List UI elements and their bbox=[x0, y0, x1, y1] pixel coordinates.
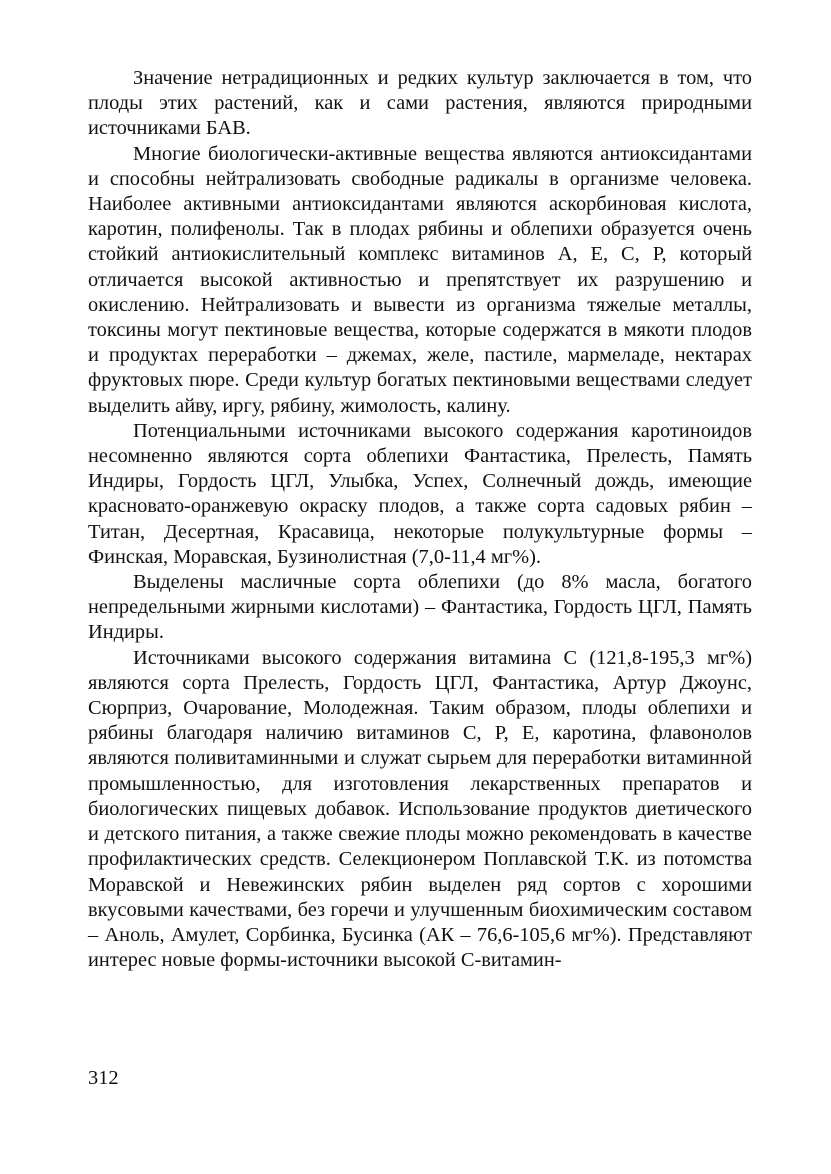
body-text bbox=[88, 66, 752, 973]
paragraph-carotenoids: Потенциальными источниками высокого содержания каротиноидов несомненно являются сорта облепихи Фантастика, Прелесть, Память Индиры, Гордость ЦГЛ, Улыбка, Успех, Солнечный дождь, имеющие красновато-оранжевую окраску плодов, а также сорта садовых рябин – Титан, Десертная, Красавица, некоторые полукультурные формы – Финская, Моравская, Бузинолистная (7,0-11,4 мг%). bbox=[88, 419, 752, 568]
paragraph-value-of-crops: Значение нетрадиционных и редких культур заключается в том, что плоды этих растений, как и сами растения, являются природными источниками БАВ. bbox=[88, 67, 752, 140]
paragraph-antioxidants: Многие биологически-активные вещества являются антиоксидантами и способны нейтрализовать свободные радикалы в организме человека. Наиболее активными антиоксидантами являются аскорбиновая кислота, каротин, полифенолы. Так в плодах рябины и облепихи образуется очень стойкий антиокислительный комплекс витаминов А, Е, С, Р, который отличается высокой активностью и препятствует их разрушению и окислению. Нейтрализовать и вывести из организма тяжелые металлы, токсины могут пектиновые вещества, которые содержатся в мякоти плодов и продуктах переработки – джемах, желе, пастиле, мармеладе, нектарах фруктовых пюре. Среди культур богатых пектиновыми веществами следует выделить айву, иргу, рябину, жимолость, калину. bbox=[88, 142, 752, 417]
paragraph-vitamin-c: Источниками высокого содержания витамина С (121,8-195,3 мг%) являются сорта Прелесть, Гордость ЦГЛ, Фантастика, Артур Джоунс, Сюрприз, Очарование, Молодежная. Таким образом, плоды облепихи и рябины благодаря наличию витаминов С, Р, Е, каротина, флавонолов являются поливитаминными и служат сырьем для переработки витаминной промышленностью, для изготовления лекарственных препаратов и биологических пищевых добавок. Использование продуктов диетического и детского питания, а также свежие плоды можно рекомендовать в качестве профилактических средств. Селекционером Поплавской Т.К. из потомства Моравской и Невежинских рябин выделен ряд сортов с хорошими вкусовыми качествами, без горечи и улучшенным биохимическим составом – Аноль, Амулет, Сорбинка, Бусинка (АК – 76,6-105,6 мг%). Представляют интерес новые формы-источники высокой С-витамин- bbox=[88, 646, 752, 972]
paragraph-oil-varieties: Выделены масличные сорта облепихи (до 8% масла, богатого непредельными жирными кислотами) – Фантастика, Гордость ЦГЛ, Память Индиры. bbox=[88, 571, 752, 644]
page-number: 312 bbox=[88, 1067, 119, 1089]
